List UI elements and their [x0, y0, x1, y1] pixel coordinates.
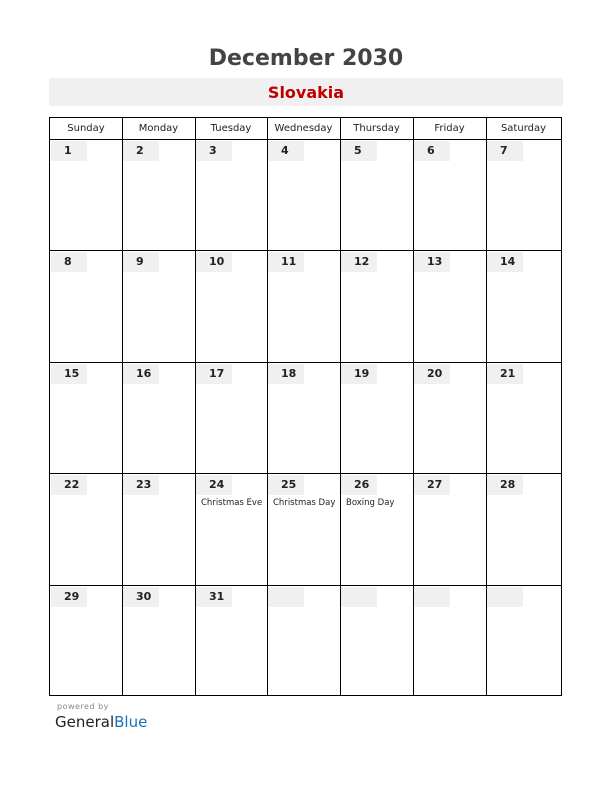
day-cell[interactable] — [196, 251, 267, 361]
day-cell[interactable] — [268, 251, 340, 361]
day-number: 24 — [196, 475, 232, 495]
day-cell[interactable] — [341, 140, 413, 250]
day-number: 29 — [51, 587, 87, 607]
day-number: 17 — [196, 364, 232, 384]
day-cell[interactable] — [414, 363, 486, 473]
day-number: 4 — [268, 141, 304, 161]
day-cell[interactable] — [487, 363, 561, 473]
day-cell[interactable] — [414, 251, 486, 361]
holiday-label: Boxing Day — [346, 498, 395, 509]
day-number: 28 — [487, 475, 523, 495]
holiday-label: Christmas Day — [273, 498, 336, 509]
brand-blue: Blue — [114, 713, 148, 731]
day-number: 5 — [341, 141, 377, 161]
weekday-header-saturday: Saturday — [500, 123, 547, 134]
day-number: 30 — [123, 587, 159, 607]
day-cell[interactable] — [487, 140, 561, 250]
day-number — [268, 587, 304, 607]
day-cell[interactable] — [341, 363, 413, 473]
day-number: 21 — [487, 364, 523, 384]
powered-by-label: powered by — [57, 702, 109, 711]
day-cell[interactable] — [51, 140, 122, 250]
country-banner — [49, 78, 563, 106]
day-cell[interactable] — [51, 474, 122, 584]
day-cell[interactable] — [51, 363, 122, 473]
day-cell[interactable] — [268, 140, 340, 250]
day-cell[interactable] — [123, 474, 195, 584]
weekday-header-sunday: Sunday — [67, 123, 105, 134]
day-cell[interactable] — [196, 474, 267, 584]
day-number: 26 — [341, 475, 377, 495]
holiday-label: Christmas Eve — [201, 498, 263, 509]
weekday-header-tuesday: Tuesday — [210, 123, 252, 134]
weekday-header-friday: Friday — [434, 123, 465, 134]
day-cell[interactable] — [414, 586, 486, 696]
day-number: 25 — [268, 475, 304, 495]
day-cell[interactable] — [123, 251, 195, 361]
day-cell[interactable] — [487, 474, 561, 584]
day-cell[interactable] — [268, 474, 340, 584]
day-number: 18 — [268, 364, 304, 384]
day-cell[interactable] — [51, 251, 122, 361]
brand-general: General — [55, 713, 115, 731]
day-number: 31 — [196, 587, 232, 607]
day-cell[interactable] — [268, 586, 340, 696]
day-number — [487, 587, 523, 607]
day-number: 10 — [196, 252, 232, 272]
day-cell[interactable] — [487, 251, 561, 361]
day-number: 9 — [123, 252, 159, 272]
day-number: 6 — [414, 141, 450, 161]
day-cell[interactable] — [196, 140, 267, 250]
day-cell[interactable] — [123, 140, 195, 250]
country-name: Slovakia — [267, 83, 345, 102]
day-cell[interactable] — [51, 586, 122, 696]
day-cell[interactable] — [196, 586, 267, 696]
day-cell[interactable] — [196, 363, 267, 473]
day-number: 19 — [341, 364, 377, 384]
day-number: 27 — [414, 475, 450, 495]
day-number — [414, 587, 450, 607]
day-number: 7 — [487, 141, 523, 161]
day-number: 2 — [123, 141, 159, 161]
day-number: 20 — [414, 364, 450, 384]
weekday-header-wednesday: Wednesday — [274, 123, 333, 134]
day-number: 14 — [487, 252, 523, 272]
day-number: 13 — [414, 252, 450, 272]
weekday-header-monday: Monday — [138, 123, 179, 134]
day-cell[interactable] — [487, 586, 561, 696]
day-number: 16 — [123, 364, 159, 384]
day-cell[interactable] — [341, 586, 413, 696]
day-cell[interactable] — [123, 363, 195, 473]
day-number: 12 — [341, 252, 377, 272]
day-number: 23 — [123, 475, 159, 495]
generalblue-logo[interactable] — [55, 713, 147, 731]
day-number: 8 — [51, 252, 87, 272]
day-cell[interactable] — [123, 586, 195, 696]
day-cell[interactable] — [341, 251, 413, 361]
day-cell[interactable] — [341, 474, 413, 584]
day-number: 3 — [196, 141, 232, 161]
day-number: 15 — [51, 364, 87, 384]
day-cell[interactable] — [268, 363, 340, 473]
calendar-title: December 2030 — [208, 46, 404, 71]
day-cell[interactable] — [414, 140, 486, 250]
day-number — [341, 587, 377, 607]
day-number: 1 — [51, 141, 87, 161]
weekday-header-thursday: Thursday — [353, 123, 400, 134]
day-number: 11 — [268, 252, 304, 272]
day-number: 22 — [51, 475, 87, 495]
calendar-grid — [49, 117, 562, 696]
day-cell[interactable] — [414, 474, 486, 584]
